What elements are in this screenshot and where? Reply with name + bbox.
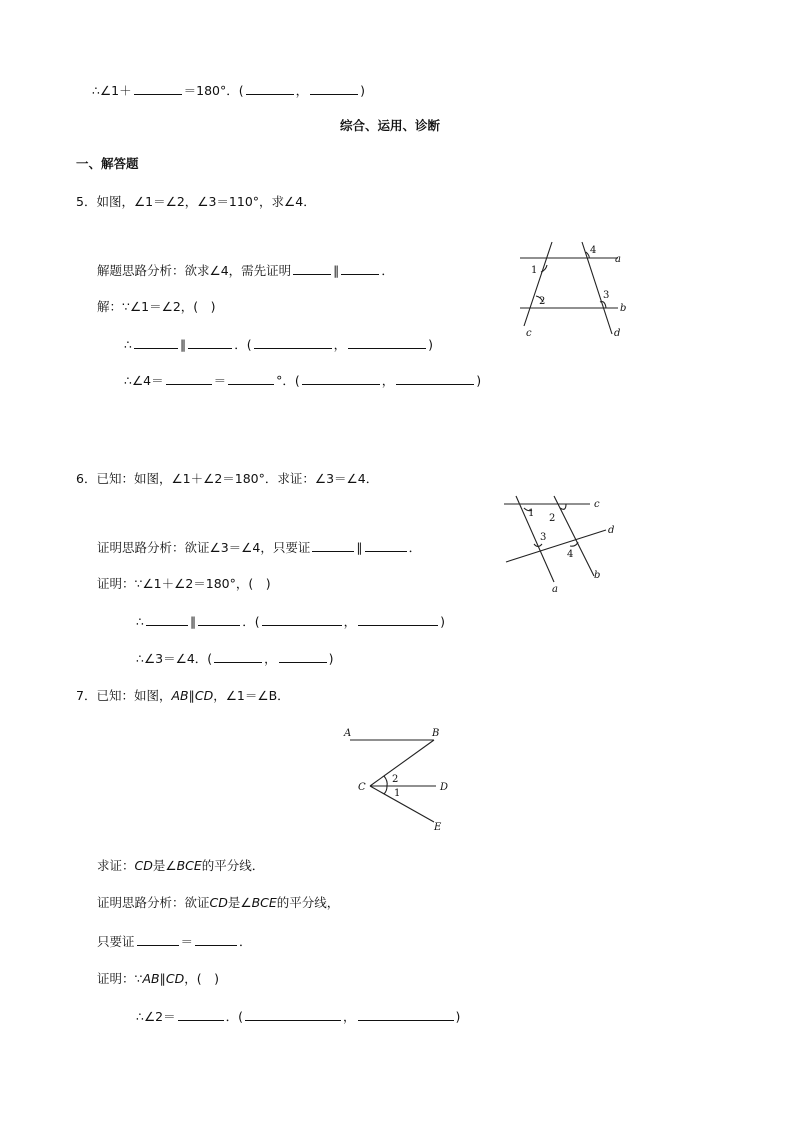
- q5-step1: [124, 336, 433, 353]
- blank[interactable]: [178, 1008, 224, 1021]
- line-label-a: a: [615, 254, 621, 265]
- q5-angle4: ∴∠4＝: [124, 373, 164, 388]
- q7-stem-prefix: 7．已知：如图，: [76, 688, 172, 703]
- q7-analysis-mid: 是∠: [227, 895, 252, 910]
- close-paren: ): [428, 337, 433, 352]
- blank[interactable]: [348, 336, 426, 349]
- line-label-d: d: [608, 525, 615, 536]
- segment-ab: AB: [171, 688, 189, 703]
- part-heading: 一、解答题: [76, 156, 139, 171]
- q7-angle2-tail: ．(: [225, 1009, 244, 1024]
- q7-prove-prefix: 求证：: [97, 858, 135, 873]
- blank[interactable]: [246, 82, 294, 95]
- blank[interactable]: [358, 1008, 454, 1021]
- q7-figure: [342, 724, 462, 836]
- q5-analysis-text: 解题思路分析：欲求∠4，需先证明: [97, 263, 292, 278]
- q5-degree-tail: °．(: [276, 373, 300, 388]
- segment-cd: CD: [165, 971, 185, 986]
- point-label-c: C: [358, 782, 366, 793]
- q7-analysis: [97, 895, 339, 911]
- q7-angle2: ∴∠2＝: [136, 1009, 176, 1024]
- blank[interactable]: [245, 1008, 341, 1021]
- comma: ，: [381, 373, 395, 388]
- segment-ce-line: [370, 786, 434, 822]
- blank[interactable]: [262, 613, 342, 626]
- parallel-sign: ∥: [179, 337, 187, 352]
- angle-bce: BCE: [251, 895, 277, 910]
- comma: ，: [333, 337, 347, 352]
- blank[interactable]: [137, 933, 179, 946]
- segment-ab: AB: [142, 971, 160, 986]
- parallel-sign: ∥: [356, 540, 363, 555]
- line-label-c: c: [594, 499, 600, 510]
- blank[interactable]: [195, 933, 237, 946]
- blank[interactable]: [166, 372, 212, 385]
- blank[interactable]: [358, 613, 438, 626]
- line-label-b: b: [620, 303, 627, 314]
- line-a: [516, 496, 554, 582]
- comma: ，: [295, 83, 309, 98]
- angle-label-1: 1: [394, 788, 401, 799]
- blank[interactable]: [365, 539, 407, 552]
- close-paren: ): [328, 651, 334, 666]
- blank[interactable]: [214, 650, 262, 663]
- line-label-b: b: [594, 570, 601, 581]
- angle-label-3: 3: [603, 290, 610, 301]
- period: ．: [239, 934, 252, 949]
- angle-label-2: 2: [539, 296, 546, 307]
- q7-stem-tail: ，∠1＝∠B．: [213, 688, 290, 703]
- q7-prove-mid: 是∠: [152, 858, 177, 873]
- blank[interactable]: [312, 539, 354, 552]
- q6-analysis: [97, 539, 421, 556]
- angle-label-1: 1: [528, 508, 535, 519]
- blank[interactable]: [302, 372, 380, 385]
- q7-need-prefix: 只要证: [97, 934, 135, 949]
- q6-proof: 证明：∵∠1＋∠2＝180°，( ): [97, 576, 271, 591]
- q6-conclusion: ∴∠3＝∠4．(: [136, 651, 213, 666]
- angle-arc-2: [384, 776, 387, 786]
- line-label-d: d: [614, 328, 621, 339]
- blank[interactable]: [134, 336, 178, 349]
- q6-step2: [136, 650, 334, 667]
- angle-label-3: 3: [540, 532, 547, 543]
- comma: ，: [264, 651, 277, 666]
- parallel-sign: ∥: [333, 263, 340, 278]
- q7-proof: [97, 971, 219, 987]
- segment-cd: CD: [134, 858, 153, 873]
- segment-cb-line: [370, 740, 434, 786]
- angle-label-4: 4: [590, 245, 597, 256]
- blank[interactable]: [279, 650, 327, 663]
- q7-analysis-prefix: 证明思路分析：欲证: [97, 895, 210, 910]
- close-paren: ): [360, 83, 366, 98]
- line-c: [524, 242, 552, 326]
- q7-need: [97, 933, 252, 950]
- therefore-sign: ∴: [136, 614, 144, 629]
- q7-step1: [136, 1008, 460, 1025]
- top-equation-prefix: ∴∠1＋: [92, 83, 132, 98]
- q6-step1: [136, 613, 445, 630]
- blank[interactable]: [293, 262, 331, 275]
- angle-label-2: 2: [549, 513, 556, 524]
- q7-proof-tail: ，( ): [184, 971, 219, 986]
- point-label-a: A: [344, 728, 352, 739]
- blank[interactable]: [228, 372, 274, 385]
- blank[interactable]: [198, 613, 240, 626]
- parallel-sign: ∥: [189, 614, 197, 629]
- top-equation-line: [92, 82, 365, 99]
- q5-figure: [510, 236, 640, 340]
- blank[interactable]: [310, 82, 358, 95]
- angle-label-1: 1: [531, 265, 538, 276]
- q5-analysis: [97, 262, 394, 279]
- period: ．: [381, 263, 394, 278]
- blank[interactable]: [134, 82, 182, 95]
- blank[interactable]: [254, 336, 332, 349]
- q6-step1-tail: ．(: [242, 614, 260, 629]
- angle-arc-2: [560, 504, 566, 509]
- close-paren: ): [455, 1009, 461, 1024]
- q6-stem: 6．已知：如图，∠1＋∠2＝180°．求证：∠3＝∠4．: [76, 471, 379, 486]
- angle-label-2: 2: [392, 774, 399, 785]
- parallel-sign: ∥: [159, 971, 166, 986]
- comma: ，: [343, 614, 357, 629]
- period: ．: [408, 540, 422, 555]
- section-title: 综合、运用、诊断: [340, 118, 441, 133]
- comma: ，: [343, 1009, 356, 1024]
- line-d: [506, 530, 606, 562]
- q6-analysis-text: 证明思路分析：欲证∠3＝∠4，只要证: [97, 540, 311, 555]
- equals-sign: ＝: [213, 373, 227, 388]
- close-paren: ): [440, 614, 445, 629]
- blank[interactable]: [188, 336, 232, 349]
- point-label-d: D: [440, 782, 449, 793]
- q7-stem: [76, 688, 290, 704]
- q5-step1-tail: ．(: [234, 337, 252, 352]
- segment-cd: CD: [194, 688, 214, 703]
- q7-prove-tail: 的平分线．: [201, 858, 265, 873]
- point-label-e: E: [434, 822, 442, 833]
- line-label-a: a: [552, 584, 558, 595]
- q7-proof-prefix: 证明：∵: [97, 971, 143, 986]
- q6-figure: [496, 492, 626, 596]
- segment-cd: CD: [209, 895, 228, 910]
- parallel-sign: ∥: [188, 688, 195, 703]
- line-label-c: c: [526, 328, 532, 339]
- blank[interactable]: [146, 613, 188, 626]
- q7-analysis-tail: 的平分线，: [276, 895, 340, 910]
- therefore-sign: ∴: [124, 337, 132, 352]
- angle-label-4: 4: [567, 549, 574, 560]
- q5-stem: 5．如图，∠1＝∠2，∠3＝110°，求∠4．: [76, 194, 316, 209]
- top-equation-eq: ＝180°．(: [183, 83, 244, 98]
- equals-sign: ＝: [180, 934, 194, 949]
- close-paren: ): [476, 373, 482, 388]
- blank[interactable]: [396, 372, 474, 385]
- line-d: [582, 242, 612, 334]
- angle-arc-1: [384, 786, 387, 794]
- point-label-b: B: [432, 728, 440, 739]
- blank[interactable]: [341, 262, 379, 275]
- q5-solve: 解：∵∠1＝∠2，( ): [97, 299, 216, 314]
- q5-step2: [124, 372, 481, 389]
- q7-prove: [97, 858, 264, 874]
- angle-bce: BCE: [176, 858, 202, 873]
